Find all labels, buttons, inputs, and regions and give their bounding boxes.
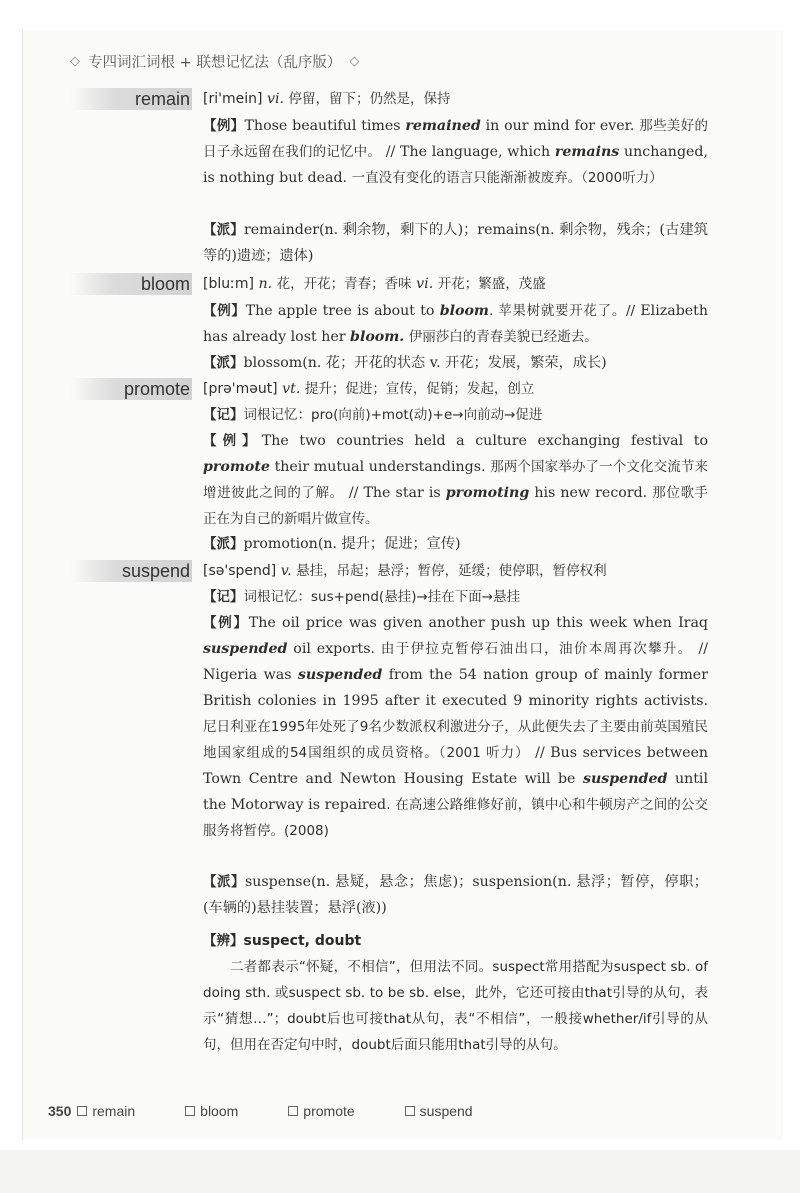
footer-word-item <box>77 1103 135 1119</box>
example-text: // The language, which <box>385 144 551 160</box>
part-of-speech: vt. <box>282 381 301 397</box>
promote-memory <box>203 402 708 428</box>
example-translation: 一直没有变化的语言只能渐渐被废弃。（2000听力） <box>351 170 663 186</box>
derivative-text: suspense(n. 悬疑，悬念；焦虑)；suspension(n. 悬浮；暂停，停职；(车辆的)悬挂装置；悬浮(液)) <box>203 874 708 916</box>
note-body: 二者都表示“怀疑，不相信”，但用法不同。suspect常用搭配为suspect sb. of doing sth. 或suspect sb. to be sb. else，此外，它还可接由that引导的从句，表示“猜想…”；doubt后也可接that从句，表“不相信”，一般接whether/if引导的从句，但用在否定句中时，doubt后面只能用that引导的从句。 <box>203 959 708 1053</box>
remain-derivatives <box>203 217 708 269</box>
footer-word: promote <box>303 1103 355 1119</box>
example-label: 【例】 <box>203 118 245 134</box>
footer-word: suspend <box>419 1103 473 1119</box>
memory-label: 【记】 <box>203 407 244 423</box>
promote-definition <box>203 376 708 402</box>
footer-word: remain <box>92 1103 136 1119</box>
diamond-icon: ◇ <box>349 53 360 69</box>
headword-promote: promote <box>70 378 192 400</box>
example-translation: 那位歌手正在为自己的新唱片做宣传。 <box>203 485 709 527</box>
meaning: 悬挂，吊起；悬浮；暂停，延缓；使停职，暂停权利 <box>296 563 607 579</box>
promote-derivatives <box>203 531 708 557</box>
keyword: suspended <box>297 667 383 683</box>
part-of-speech: n. <box>258 276 273 292</box>
example-label: 【例】 <box>203 303 246 319</box>
derivative-label: 【派】 <box>203 874 245 890</box>
footer-word-item <box>185 1103 238 1119</box>
keyword: bloom. <box>350 329 405 345</box>
derivative-label: 【派】 <box>203 355 244 371</box>
page-footer <box>48 1103 523 1119</box>
example-label: 【例】 <box>203 615 249 631</box>
phonetic: [sə'spend] <box>203 563 277 579</box>
meaning: 停留，留下；仍然是，保持 <box>288 91 451 107</box>
suspend-memory <box>203 584 708 610</box>
meaning: 开花；繁盛，茂盛 <box>437 276 546 292</box>
derivative-label: 【派】 <box>203 536 244 552</box>
keyword: remains <box>554 144 620 160</box>
example-text: in our mind for ever. <box>485 118 635 134</box>
example-text: // Bus services between Town Centre and Newton Housing Estate will be <box>203 745 709 787</box>
derivative-text: promotion(n. 提升；促进；宣传) <box>243 536 461 552</box>
example-text: The oil price was given another push up this week when Iraq <box>248 615 708 631</box>
checkbox-icon <box>185 1106 195 1116</box>
diamond-icon: ◇ <box>70 53 80 69</box>
checkbox-icon <box>77 1106 87 1116</box>
promote-example <box>203 428 708 532</box>
example-translation: . 苹果树就要开花了。// <box>488 303 636 319</box>
memory-label: 【记】 <box>203 589 244 605</box>
example-text: Elizabeth has already lost her <box>203 303 709 345</box>
phonetic: [ri'mein] <box>203 91 263 107</box>
phonetic: [bluːm] <box>203 276 254 292</box>
page-bottom-band <box>0 1150 800 1193</box>
headword-bloom: bloom <box>70 273 192 295</box>
headword-suspend: suspend <box>70 560 192 582</box>
headword-remain: remain <box>70 88 192 110</box>
footer-word-item <box>405 1103 473 1119</box>
bloom-derivatives <box>203 350 708 376</box>
remain-definition <box>203 86 708 112</box>
usage-note <box>203 928 708 1058</box>
running-header <box>70 50 359 72</box>
suspend-derivatives <box>203 869 708 921</box>
meaning: 花，开花；青春；香味 <box>276 276 412 292</box>
example-translation: 那两个国家举办了一个文化交流节来增进彼此之间的了解。 <box>203 459 709 501</box>
note-label: 【辨】 <box>203 933 244 949</box>
memory-text: 词根记忆：sus+pend(悬挂)→挂在下面→悬挂 <box>243 589 521 605</box>
example-text: unchanged, is nothing but dead. <box>203 144 709 186</box>
suspend-definition <box>203 558 708 584</box>
example-text: their mutual understandings. <box>274 459 486 475</box>
example-text: The two countries held a culture exchanging festival to <box>261 433 709 449</box>
example-text: // The star is <box>348 485 441 501</box>
example-text: The apple tree is about to <box>245 303 435 319</box>
example-translation: 伊丽莎白的青春美貌已经逝去。 <box>408 329 598 345</box>
derivative-text: remainder(n. 剩余物，剩下的人)；remains(n. 剩余物，残余；(古建筑等的)遗迹；遗体) <box>203 222 708 264</box>
keyword: suspended <box>582 771 668 787</box>
part-of-speech: vi. <box>266 91 285 107</box>
phonetic: [prə'məut] <box>203 381 278 397</box>
remain-example <box>203 113 708 191</box>
example-text: until the Motorway is repaired. <box>203 771 708 813</box>
meaning: 提升；促进；宣传，促销；发起，创立 <box>304 381 535 397</box>
page-number: 350 <box>48 1103 72 1119</box>
example-text: oil exports. <box>293 641 376 657</box>
checkbox-icon <box>288 1106 298 1116</box>
keyword: promoting <box>445 485 530 501</box>
example-translation: 由于伊拉克暂停石油出口，油价本周再次攀升。 <box>380 641 693 657</box>
bloom-example <box>203 298 708 350</box>
keyword: promote <box>203 459 270 475</box>
keyword: suspended <box>203 641 288 657</box>
example-text: // Nigeria was <box>203 641 709 683</box>
example-text: Those beautiful times <box>244 118 401 134</box>
footer-word-item <box>288 1103 354 1119</box>
part-of-speech: vi. <box>416 276 434 292</box>
note-title: suspect, doubt <box>243 933 362 949</box>
suspend-example <box>203 610 708 844</box>
keyword: bloom <box>439 303 489 319</box>
bloom-definition <box>203 271 708 297</box>
header-title: 专四词汇词根 + 联想记忆法（乱序版） <box>88 54 342 71</box>
derivative-label: 【派】 <box>203 222 244 238</box>
checkbox-icon <box>405 1106 415 1116</box>
example-translation: 尼日利亚在1995年处死了9名少数派权利激进分子，从此便失去了主要由前英国殖民地国家组成的54国组织的成员资格。（2001 听力） <box>203 719 708 761</box>
memory-text: 词根记忆：pro(向前)+mot(动)+e→向前动→促进 <box>243 407 543 423</box>
example-text: from the 54 nation group of mainly former British colonies in 1995 after it executed 9 minority rights activists. <box>203 667 708 709</box>
example-label: 【例】 <box>203 433 262 449</box>
keyword: remained <box>405 118 481 134</box>
part-of-speech: v. <box>280 563 292 579</box>
derivative-text: blossom(n. 花；开花的状态 v. 开花；发展，繁荣，成长) <box>243 355 607 371</box>
footer-word: bloom <box>200 1103 239 1119</box>
example-translation: 在高速公路维修好前，镇中心和牛顿房产之间的公交服务将暂停。(2008) <box>203 797 709 839</box>
example-text: his new record. <box>534 485 648 501</box>
example-translation: 那些美好的日子永远留在我们的记忆中。 <box>203 118 709 160</box>
